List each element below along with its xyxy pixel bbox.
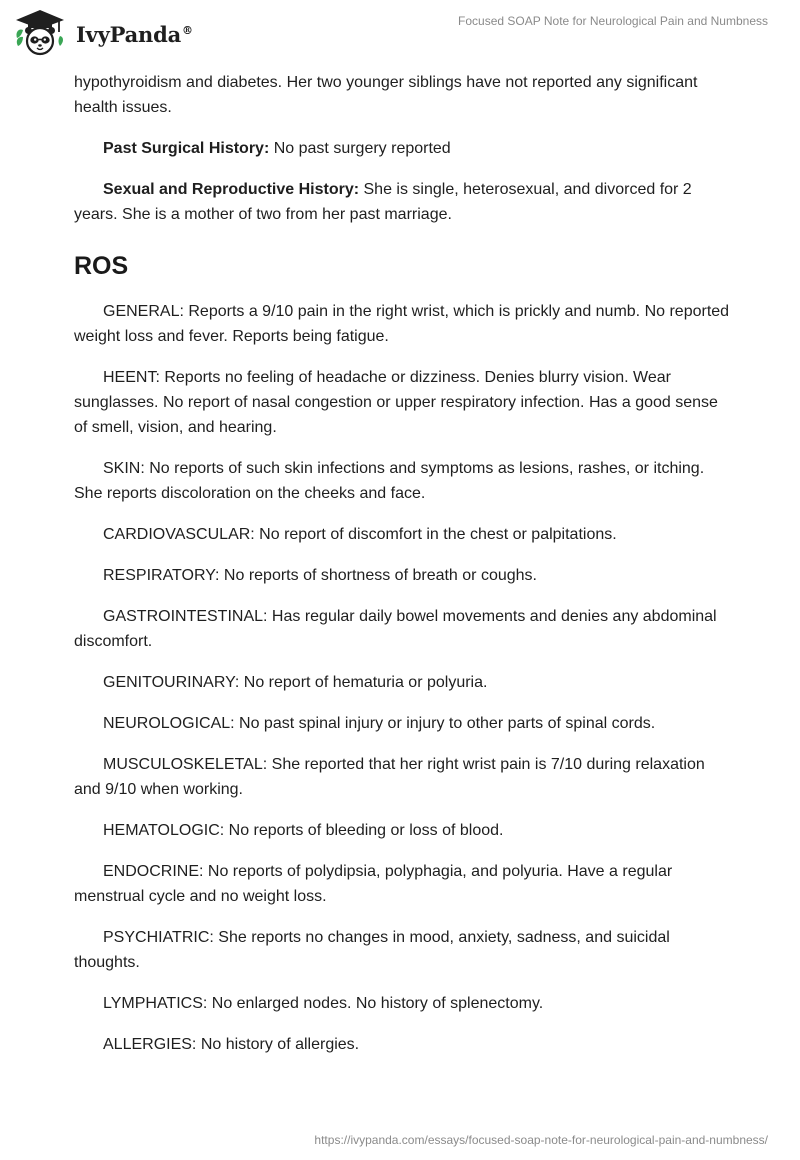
registered-mark: ®: [182, 23, 193, 37]
sexual-history-text: She is single, heterosexual, and divorced for 2 years. She is a mother of two from her past marriage.: [74, 181, 692, 223]
ros-cardiovascular: CARDIOVASCULAR: No report of discomfort in the chest or palpitations.: [103, 526, 617, 543]
surgical-history-paragraph: [74, 136, 734, 161]
ros-genitourinary: GENITOURINARY: No report of hematuria or polyuria.: [103, 674, 488, 691]
ros-musculoskeletal: MUSCULOSKELETAL: She reported that her right wrist pain is 7/10 during relaxation and 9/10 when working.: [74, 756, 705, 798]
ros-skin: SKIN: No reports of such skin infections and symptoms as lesions, rashes, or itching. She reports discoloration on the cheeks and face.: [74, 460, 705, 502]
ros-heent: HEENT: Reports no feeling of headache or dizziness. Denies blurry vision. Wear sunglasses. No report of nasal congestion or upper respiratory infection. Has a good sense of smell, vision, and hearing.: [74, 369, 718, 436]
ivypanda-logo[interactable]: [14, 8, 193, 58]
ros-respiratory: RESPIRATORY: No reports of shortness of breath or coughs.: [103, 567, 537, 584]
panda-graduation-cap-icon: [14, 8, 66, 58]
ros-psychiatric: PSYCHIATRIC: She reports no changes in mood, anxiety, sadness, and suicidal thoughts.: [74, 929, 670, 971]
ros-endocrine: ENDOCRINE: No reports of polydipsia, polyphagia, and polyuria. Have a regular menstrual cycle and no weight loss.: [74, 863, 673, 905]
source-url-link[interactable]: https://ivypanda.com/essays/focused-soap-note-for-neurological-pain-and-numbness/: [314, 1133, 768, 1147]
sexual-history-paragraph: [74, 177, 734, 227]
ros-neurological: NEUROLOGICAL: No past spinal injury or injury to other parts of spinal cords.: [103, 715, 656, 732]
ros-hematologic: HEMATOLOGIC: No reports of bleeding or loss of blood.: [103, 822, 504, 839]
document-title: Focused SOAP Note for Neurological Pain and Numbness: [458, 14, 768, 28]
ros-gastrointestinal: GASTROINTESTINAL: Has regular daily bowel movements and denies any abdominal discomfort.: [74, 608, 717, 650]
brand-name: IvyPanda®: [76, 21, 193, 47]
document-body: [74, 70, 734, 1073]
ros-allergies: ALLERGIES: No history of allergies.: [103, 1036, 360, 1053]
surgical-history-label: Past Surgical History:: [103, 140, 270, 157]
ros-heading: ROS: [74, 252, 129, 280]
intro-paragraph: hypothyroidism and diabetes. Her two younger siblings have not reported any significant health issues.: [74, 74, 698, 116]
ros-general: GENERAL: Reports a 9/10 pain in the right wrist, which is prickly and numb. No reported weight loss and fever. Reports being fatigue.: [74, 303, 730, 345]
surgical-history-text: No past surgery reported: [269, 140, 451, 157]
sexual-history-label: Sexual and Reproductive History:: [103, 181, 360, 198]
page-header: [0, 0, 800, 64]
ros-lymphatics: LYMPHATICS: No enlarged nodes. No history of splenectomy.: [103, 995, 544, 1012]
